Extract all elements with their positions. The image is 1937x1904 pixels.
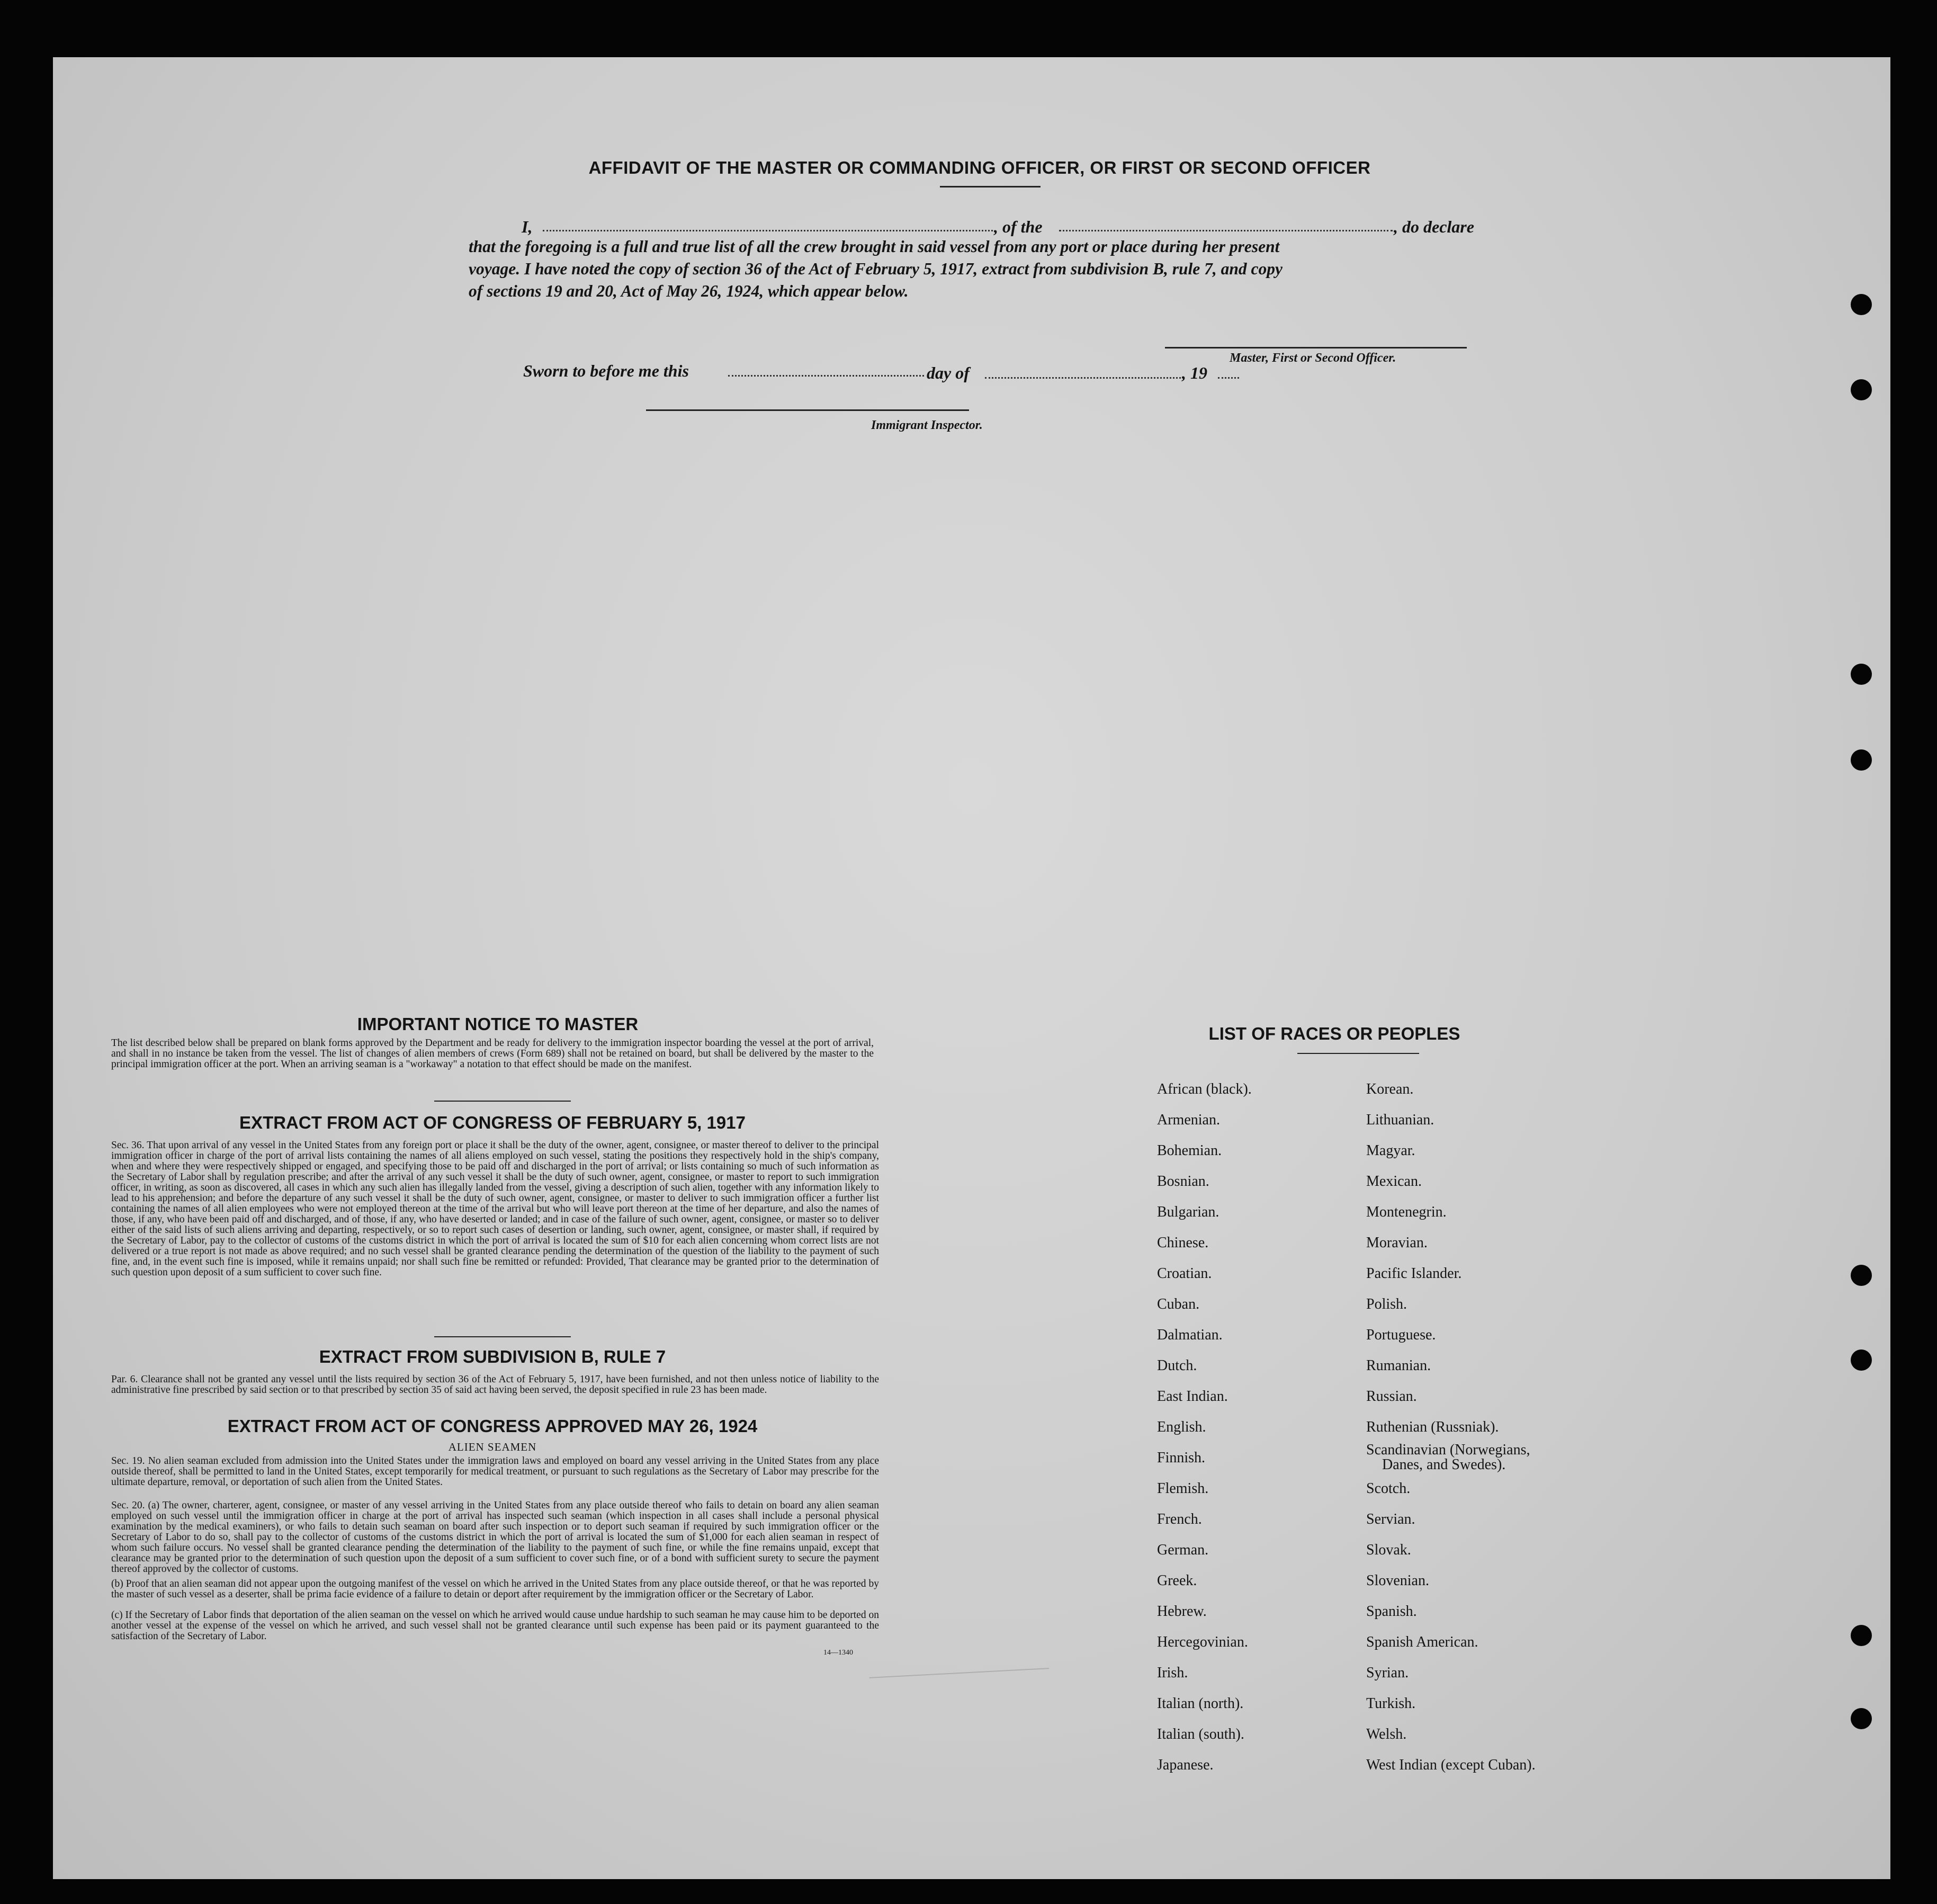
race-item: Armenian. <box>1157 1112 1220 1128</box>
race-item: Dutch. <box>1157 1357 1197 1374</box>
sworn-label: Sworn to before me this <box>523 361 689 380</box>
master-signature-label: Master, First or Second Officer. <box>1230 351 1396 365</box>
notice-body: The list described below shall be prepared on blank forms approved by the Department and be ready for delivery to the immigration inspector boarding the vessel at the port of arrival, and shall in no instance be taken from the vessel. The list of changes of alien members of crews (Form 689) shall not be retained on board, but shall be delivered by the master to the principal immigration officer at the port. When an arriving seaman is a "workaway" a notation to that effect should be made on the manifest. <box>111 1038 874 1070</box>
punch-hole <box>1851 664 1872 685</box>
punch-hole <box>1851 1708 1872 1729</box>
race-item: Polish. <box>1366 1296 1407 1312</box>
form-number: 14—1340 <box>823 1649 853 1657</box>
race-item: Rumanian. <box>1366 1357 1431 1374</box>
extract-1924-sec20a: Sec. 20. (a) The owner, charterer, agent, consignee, or master of any vessel arriving in the United States from any place outside thereof who fails to detain on board any alien seaman employed on such vessel until the immigration officer in charge at the port of arrival has inspected such seaman (which inspection in all cases shall include a personal physical examination by the medical examiners), or who fails to detain such seaman on board after such inspection or to deport such seaman if required by such immigration officer or the Secretary of Labor to do so, shall pay to the collector of customs of the customs district in which the port of arrival is located the sum of $1,000 for each alien seaman in respect of whom such failure occurs. No vessel shall be granted clearance pending the determination of the liability to the payment of such fine, or while the fine remains unpaid, except that clearance may be granted prior to the determination of such question upon the deposit of a sum sufficient to cover such fine, or of a bond with sufficient surety to secure the payment thereof approved by the collector of customs. <box>111 1500 879 1575</box>
pencil-scribble <box>868 1641 1049 1678</box>
races-title: LIST OF RACES OR PEOPLES <box>1208 1024 1460 1043</box>
inspector-signature-line[interactable] <box>646 409 969 411</box>
race-item: Lithuanian. <box>1366 1112 1434 1128</box>
punch-hole <box>1851 1625 1872 1646</box>
sworn-year-field[interactable] <box>1218 377 1239 379</box>
race-item: Japanese. <box>1157 1757 1214 1773</box>
notice-divider <box>434 1101 571 1102</box>
race-item: Magyar. <box>1366 1142 1415 1159</box>
punch-hole <box>1851 294 1872 315</box>
race-item: Bohemian. <box>1157 1142 1222 1159</box>
extract-1917-divider <box>434 1336 571 1337</box>
race-item: Italian (south). <box>1157 1726 1244 1742</box>
race-item: Mexican. <box>1366 1173 1422 1190</box>
affidavit-line-2: that the foregoing is a full and true list of all the crew brought in said vessel from any port or place during her present <box>469 237 1280 256</box>
title-underline <box>940 186 1041 187</box>
race-item: Flemish. <box>1157 1480 1209 1497</box>
declarant-name-field[interactable] <box>543 230 993 231</box>
race-item: Hebrew. <box>1157 1603 1207 1620</box>
race-item: Spanish American. <box>1366 1634 1478 1650</box>
race-item: Ruthenian (Russniak). <box>1366 1419 1499 1435</box>
race-item: Turkish. <box>1366 1695 1416 1712</box>
affidavit-title: AFFIDAVIT OF THE MASTER OR COMMANDING OFFICER, OR FIRST OR SECOND OFFICER <box>588 158 1371 177</box>
race-item: Croatian. <box>1157 1265 1212 1282</box>
race-item: Portuguese. <box>1366 1327 1436 1343</box>
extract-rule7-body: Par. 6. Clearance shall not be granted any vessel until the lists required by section 36 of the Act of February 5, 1917, have been furnished, and not then unless notice of liability to the administrative fine prescribed by said section or to that prescribed by section 35 of said act having been served, the deposit specified in rule 23 has been made. <box>111 1374 879 1396</box>
race-item-multiline <box>1366 1443 1536 1473</box>
day-of-label: day of <box>927 363 970 382</box>
race-item: English. <box>1157 1419 1206 1435</box>
race-item: Dalmatian. <box>1157 1327 1223 1343</box>
race-item: African (black). <box>1157 1081 1252 1097</box>
punch-hole <box>1851 1349 1872 1371</box>
extract-1924-sec20c: (c) If the Secretary of Labor finds that deportation of the alien seaman on the vessel on which he arrived would cause undue hardship to such seaman he may cause him to be deported on another vessel at the expense of the vessel on which he arrived, and such vessel shall not be granted clearance until such expense has been paid or its payment guaranteed to the satisfaction of the Secretary of Labor. <box>111 1610 879 1642</box>
race-item: Korean. <box>1366 1081 1414 1097</box>
affidavit-line-3: voyage. I have noted the copy of section 36 of the Act of February 5, 1917, extract from subdivision B, rule 7, and copy <box>469 260 1283 278</box>
race-item: Danes, and Swedes). <box>1382 1456 1506 1473</box>
extract-1917-title: EXTRACT FROM ACT OF CONGRESS OF FEBRUARY 5, 1917 <box>239 1113 746 1132</box>
punch-hole <box>1851 749 1872 771</box>
race-item: Syrian. <box>1366 1665 1409 1681</box>
extract-1924-title: EXTRACT FROM ACT OF CONGRESS APPROVED MAY 26, 1924 <box>227 1416 758 1436</box>
race-item: French. <box>1157 1511 1202 1527</box>
sworn-day-field[interactable] <box>728 375 924 377</box>
of-the-label: , of the <box>994 217 1043 236</box>
race-item: German. <box>1157 1542 1209 1558</box>
race-item <box>1366 1781 1536 1811</box>
races-left-column <box>1157 1074 1252 1781</box>
race-item: West Indian (except Cuban). <box>1366 1757 1536 1773</box>
race-item: Hercegovinian. <box>1157 1634 1248 1650</box>
race-item: Servian. <box>1366 1511 1415 1527</box>
punch-hole <box>1851 379 1872 400</box>
race-item: Montenegrin. <box>1366 1204 1447 1220</box>
race-item: Russian. <box>1366 1388 1417 1405</box>
race-item: East Indian. <box>1157 1388 1228 1405</box>
extract-1924-sec19: Sec. 19. No alien seaman excluded from admission into the United States under the immigration laws and employed on board any vessel arriving in the United States from any place outside thereof, shall be permitted to land in the United States, except temporarily for medical treatment, or pursuant to such regulations as the Secretary of Labor may prescribe for the ultimate departure, removal, or deportation of such alien from the United States. <box>111 1455 879 1488</box>
master-signature-line[interactable] <box>1165 347 1467 348</box>
race-item: Bulgarian. <box>1157 1204 1219 1220</box>
races-right-column <box>1366 1074 1536 1811</box>
affidavit-line-4: of sections 19 and 20, Act of May 26, 1924, which appear below. <box>469 282 909 300</box>
punch-hole <box>1851 1265 1872 1286</box>
race-item: Welsh. <box>1366 1726 1407 1742</box>
notice-title: IMPORTANT NOTICE TO MASTER <box>357 1014 639 1034</box>
race-item: Irish. <box>1157 1665 1188 1681</box>
alien-seamen-subtitle: ALIEN SEAMEN <box>448 1441 537 1453</box>
race-item: Pacific Islander. <box>1366 1265 1462 1282</box>
races-divider <box>1297 1053 1419 1054</box>
declarant-label: I, <box>522 217 533 236</box>
race-item: Cuban. <box>1157 1296 1200 1312</box>
race-item: Chinese. <box>1157 1235 1209 1251</box>
race-item: Spanish. <box>1366 1603 1417 1620</box>
race-item: Italian (north). <box>1157 1695 1244 1712</box>
race-item: Finnish. <box>1157 1450 1206 1466</box>
race-item: Scotch. <box>1366 1480 1411 1497</box>
race-item: Bosnian. <box>1157 1173 1209 1190</box>
extract-1917-body: Sec. 36. That upon arrival of any vessel in the United States from any foreign port or place it shall be the duty of the owner, agent, consignee, or master thereof to deliver to the principal immigration officer in charge of the port of arrival lists containing the names of all aliens employed on such vessel, stating the positions they respectively hold in the ship's company, when and where they were respectively shipped or engaged, and specifying those to be paid off and discharged in the port of arrival; or lists containing so much of such information as the Secretary of Labor shall by regulation prescribe; and after the arrival of any such vessel it shall be the duty of such owner, agent, consignee, or master to report to such immigration officer, in writing, as soon as discovered, all cases in which any such alien has illegally landed from the vessel, giving a description of such alien, together with any information likely to lead to his apprehension; and before the departure of any such vessel it shall be the duty of such owner, agent, consignee, or master to deliver to such immigration officer a further list containing the names of all alien employees who were not employed thereon at the time of the arrival but who will leave port thereon at the time of her departure, and also the names of those, if any, who have been paid off and discharged, and of those, if any, who have deserted or landed; and in case of the failure of such owner, agent, consignee, or master so to deliver either of the said lists of such aliens arriving and departing, respectively, or so to report such cases of desertion or landing, such owner, agent, consignee, or master shall, if required by the Secretary of Labor, pay to the collector of customs of the customs district in which the port of arrival is located the sum of $10 for each alien concerning whom correct lists are not delivered or a true report is not made as above required; and no such vessel shall be granted clearance pending the determination of the question of the liability to the payment of such fine, and, in the event such fine is imposed, while it remains unpaid; nor shall such fine be remitted or refunded: Provided, That clearance may be granted prior to the determination of such question upon deposit of a sum sufficient to cover such fine. <box>111 1140 879 1278</box>
race-item: Moravian. <box>1366 1235 1428 1251</box>
extract-1924-sec20b: (b) Proof that an alien seaman did not appear upon the outgoing manifest of the vessel on which he arrived in the United States from any place outside thereof, or that he was reported by the master of such vessel as a deserter, shall be prima facie evidence of a failure to detain or deport after requirement by the immigration officer or the Secretary of Labor. <box>111 1578 879 1600</box>
vessel-name-field[interactable] <box>1059 230 1393 231</box>
race-item: Slovak. <box>1366 1542 1411 1558</box>
do-declare-label: , do declare <box>1394 217 1474 236</box>
race-item: Greek. <box>1157 1572 1197 1589</box>
race-item: Scandinavian (Norwegians, <box>1366 1442 1530 1458</box>
year-label: , 19 <box>1182 363 1207 382</box>
extract-rule7-title: EXTRACT FROM SUBDIVISION B, RULE 7 <box>319 1347 666 1366</box>
document-sheet <box>53 57 1890 1879</box>
inspector-label: Immigrant Inspector. <box>871 418 983 432</box>
sworn-month-field[interactable] <box>985 377 1181 379</box>
race-item: Slovenian. <box>1366 1572 1429 1589</box>
